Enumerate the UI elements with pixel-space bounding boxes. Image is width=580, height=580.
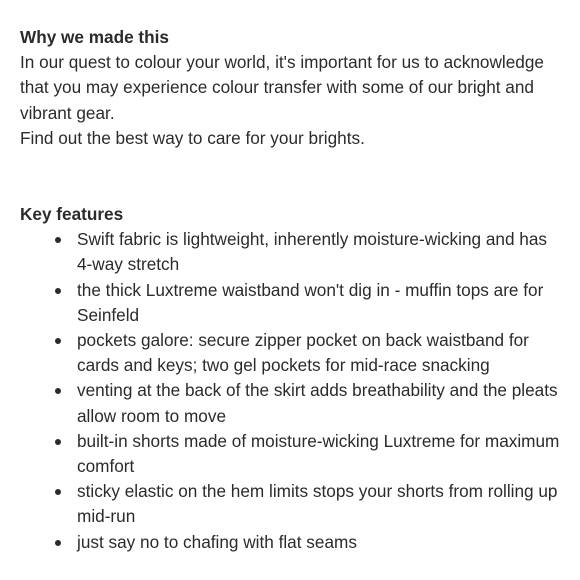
- feature-item: sticky elastic on the hem limits stops your shorts from rolling up mid-run: [20, 479, 566, 529]
- key-features-section: [20, 202, 566, 555]
- feature-item: the thick Luxtreme waistband won't dig in - muffin tops are for Seinfeld: [20, 278, 566, 328]
- why-heading: Why we made this: [20, 27, 169, 47]
- key-features-heading: Key features: [20, 204, 124, 224]
- feature-item: pockets galore: secure zipper pocket on back waistband for cards and keys; two gel pockets for mid-race snacking: [20, 328, 566, 378]
- why-we-made-this-section: [20, 25, 566, 151]
- feature-item: venting at the back of the skirt adds breathability and the pleats allow room to move: [20, 378, 566, 428]
- feature-item: built-in shorts made of moisture-wicking Luxtreme for maximum comfort: [20, 429, 566, 479]
- feature-item: Swift fabric is lightweight, inherently moisture-wicking and has 4-way stretch: [20, 227, 566, 277]
- care-instructions-text: Find out the best way to care for your brights.: [20, 127, 365, 148]
- feature-list: [20, 227, 566, 555]
- feature-item: just say no to chafing with flat seams: [20, 530, 566, 555]
- why-body: In our quest to colour your world, it's important for us to acknowledge that you may experience colour transfer with some of our bright and vibrant gear.: [20, 52, 544, 123]
